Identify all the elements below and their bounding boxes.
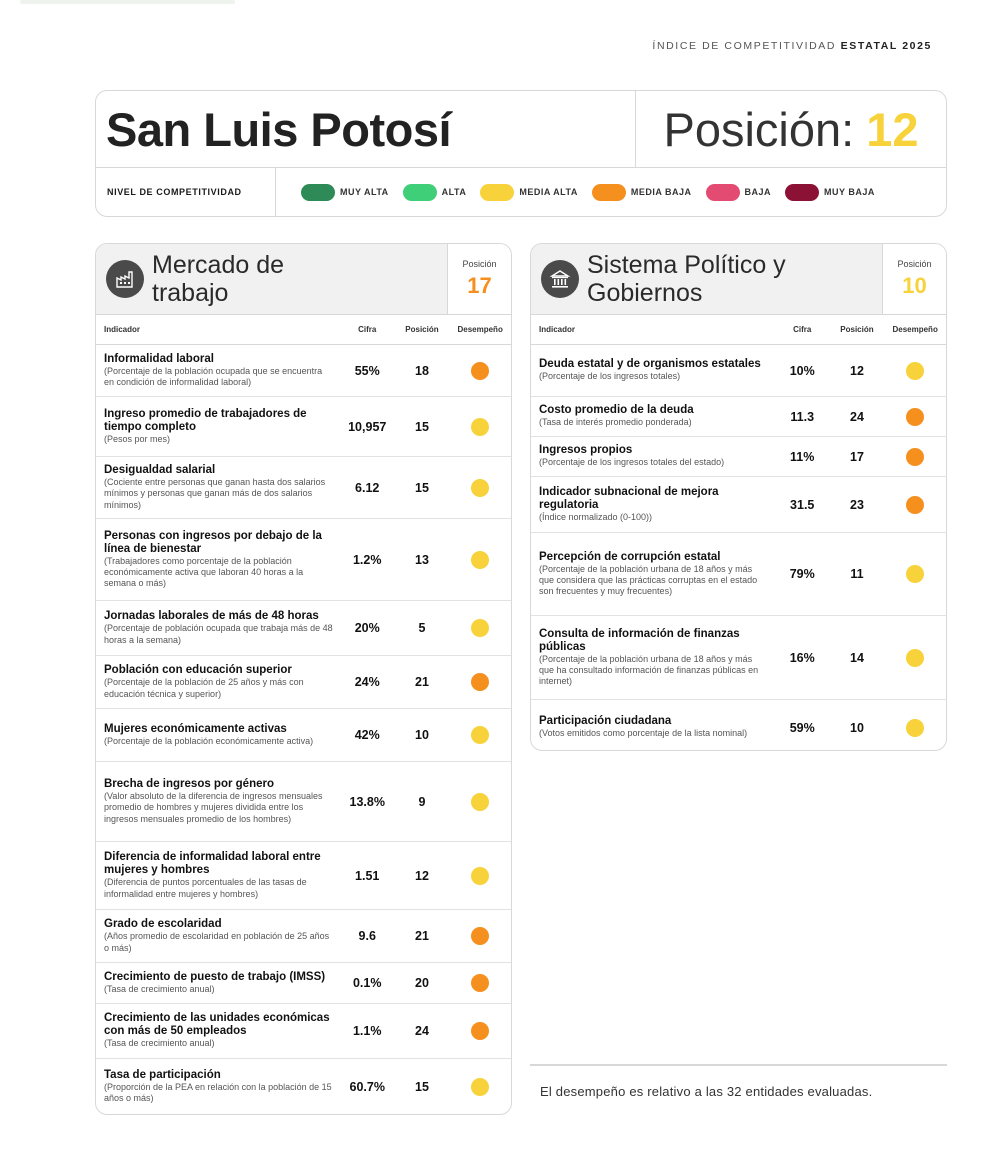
- table-row: [96, 397, 511, 457]
- performance-cell: [884, 649, 946, 667]
- performance-cell: [884, 448, 946, 466]
- labor-market-position-label: Posición: [462, 259, 497, 269]
- performance-dot: [471, 362, 489, 380]
- state-header-card: [95, 90, 947, 217]
- indicator-description: (Cociente entre personas que ganan hasta dos salarios mínimos y personas que ganan más de dos salarios mínimos): [104, 477, 326, 510]
- performance-cell: [449, 673, 511, 691]
- cifra-value: 20%: [354, 621, 380, 635]
- indicator-cell: [96, 606, 340, 650]
- state-name: San Luis Potosí: [96, 91, 636, 167]
- performance-cell: [449, 867, 511, 885]
- indicator-cell: [531, 624, 775, 692]
- cifra-value: 59%: [789, 720, 815, 735]
- indicator-title: Percepción de corrupción estatal: [539, 550, 721, 563]
- indicator-description: (Porcentaje de la población de 25 años y más con educación técnica y superior): [104, 677, 304, 699]
- indicator-title: Grado de escolaridad: [104, 918, 222, 931]
- cifra-value: 13.8%: [349, 794, 385, 809]
- indicator-title: Costo promedio de la deuda: [539, 404, 694, 417]
- column-posicion: Posición: [840, 325, 874, 334]
- table-row: [96, 1004, 511, 1059]
- cifra-value: 16%: [789, 650, 815, 665]
- cifra-value: 11%: [790, 449, 815, 464]
- position-value: 11: [850, 567, 864, 581]
- cifra-value: 0.1%: [352, 976, 382, 990]
- performance-cell: [884, 362, 946, 380]
- indicator-cell: [96, 967, 340, 999]
- indicator-title: Participación ciudadana: [539, 715, 672, 728]
- legend-item: [480, 184, 578, 201]
- indicator-title: Ingreso promedio de trabajadores de tiempo completo: [104, 407, 307, 433]
- performance-dot: [471, 673, 489, 691]
- table-row: [96, 709, 511, 762]
- indicator-description: (Porcentaje de la población ocupada que se encuentra en condición de informalidad laboral): [104, 365, 323, 387]
- column-desempeno: Desempeño: [457, 325, 503, 334]
- top-decoration: [20, 0, 235, 4]
- factory-icon: [106, 260, 144, 298]
- table-row: [531, 345, 946, 397]
- political-system-position: [882, 244, 946, 314]
- legend-item: [785, 184, 875, 201]
- legend-swatch: [592, 184, 626, 201]
- cifra-value: 1.51: [355, 868, 380, 883]
- column-indicador: Indicador: [539, 325, 576, 334]
- indicator-description: (Porcentaje de los ingresos totales del estado): [539, 457, 725, 468]
- indicator-title: Indicador subnacional de mejora regulatoria: [539, 485, 719, 511]
- cifra-value: 24%: [354, 675, 380, 689]
- table-row: [531, 477, 946, 533]
- position-value: 23: [850, 497, 864, 512]
- indicator-title: Mujeres económicamente activas: [104, 722, 287, 735]
- performance-cell: [449, 793, 511, 811]
- column-posicion: Posición: [405, 325, 439, 334]
- indicator-cell: [96, 1065, 340, 1109]
- legend-swatch: [480, 184, 514, 201]
- indicator-cell: [531, 354, 775, 386]
- position-value: 21: [415, 675, 429, 689]
- political-system-table: [531, 345, 946, 751]
- position-value: 15: [415, 1079, 429, 1094]
- performance-dot: [471, 418, 489, 436]
- table-row: [531, 533, 946, 616]
- indicator-cell: [96, 660, 340, 704]
- table-row: [96, 1059, 511, 1114]
- indicator-cell: [531, 440, 775, 472]
- state-position-label: Posición:: [663, 102, 855, 156]
- labor-market-title: Mercado de trabajo: [152, 251, 285, 307]
- position-value: 13: [415, 552, 429, 567]
- column-cifra: Cifra: [793, 325, 812, 334]
- cifra-value: 1.1%: [352, 1024, 382, 1038]
- position-value: 5: [418, 621, 426, 635]
- cifra-value: 11.3: [790, 409, 815, 424]
- indicator-title: Personas con ingresos por debajo de la línea de bienestar: [104, 529, 322, 555]
- performance-dot: [906, 565, 924, 583]
- performance-dot: [471, 479, 489, 497]
- indicator-cell: [96, 774, 340, 829]
- labor-market-position-number: 17: [467, 273, 492, 298]
- performance-dot: [471, 1022, 489, 1040]
- performance-dot: [471, 726, 489, 744]
- labor-market-position: [447, 244, 511, 314]
- report-label: [652, 40, 932, 52]
- indicator-title: Desigualdad salarial: [104, 464, 216, 477]
- indicator-description: (Trabajadores como porcentaje de la población económicamente activa que laboran 40 horas a la semana o más): [104, 555, 304, 589]
- performance-cell: [884, 565, 946, 583]
- performance-dot: [471, 974, 489, 992]
- performance-dot: [906, 448, 924, 466]
- political-system-panel: [530, 243, 947, 751]
- position-value: 15: [415, 480, 429, 495]
- legend-label: MUY ALTA: [340, 187, 389, 197]
- performance-dot: [906, 362, 924, 380]
- government-building-icon: [541, 260, 579, 298]
- labor-market-panel: [95, 243, 512, 1115]
- indicator-cell: [96, 349, 340, 393]
- performance-cell: [449, 974, 511, 992]
- performance-cell: [884, 408, 946, 426]
- indicator-title: Brecha de ingresos por género: [104, 778, 274, 791]
- indicator-description: (Años promedio de escolaridad en población de 25 años o más): [104, 931, 330, 953]
- indicator-description: (Diferencia de puntos porcentuales de las tasas de informalidad entre mujeres y hombres): [104, 877, 307, 899]
- cifra-value: 31.5: [790, 497, 815, 512]
- cifra-value: 1.2%: [352, 552, 382, 567]
- performance-dot: [906, 649, 924, 667]
- indicator-cell: [96, 404, 340, 449]
- performance-cell: [449, 418, 511, 436]
- legend-swatch: [785, 184, 819, 201]
- column-indicador: Indicador: [104, 325, 141, 334]
- indicator-cell: [531, 547, 775, 602]
- table-row: [96, 656, 511, 709]
- indicator-title: Informalidad laboral: [104, 352, 214, 365]
- position-value: 12: [850, 363, 864, 378]
- indicator-description: (Porcentaje de la población urbana de 18 años y más que considera que las prácticas corruptas en el estado son frecuentes y muy frecuentes): [539, 563, 758, 597]
- table-row: [531, 700, 946, 751]
- legend-item: [403, 184, 467, 201]
- indicator-description: (Tasa de interés promedio ponderada): [539, 417, 692, 428]
- performance-dot: [471, 927, 489, 945]
- performance-cell: [449, 1022, 511, 1040]
- legend-label: ALTA: [441, 187, 467, 197]
- report-label-year: ESTATAL 2025: [840, 40, 932, 52]
- position-value: 21: [415, 929, 429, 943]
- cifra-value: 42%: [354, 728, 380, 742]
- cifra-value: 79%: [789, 567, 815, 581]
- performance-dot: [906, 719, 924, 737]
- position-value: 17: [850, 449, 864, 464]
- indicator-title: Diferencia de informalidad laboral entre mujeres y hombres: [104, 851, 321, 877]
- position-value: 18: [415, 363, 429, 378]
- column-cifra: Cifra: [358, 325, 377, 334]
- indicator-description: (Porcentaje de población ocupada que trabaja más de 48 horas a la semana): [104, 623, 333, 645]
- indicator-description: (Proporción de la PEA en relación con la población de 15 años o más): [104, 1081, 332, 1103]
- indicator-cell: [531, 711, 775, 743]
- performance-dot: [906, 496, 924, 514]
- table-row: [531, 397, 946, 437]
- column-desempeno: Desempeño: [892, 325, 938, 334]
- table-row: [531, 437, 946, 477]
- legend-item: [706, 184, 772, 201]
- table-row: [96, 345, 511, 397]
- indicator-description: (Tasa de crecimiento anual): [104, 1038, 215, 1049]
- legend-swatch: [301, 184, 335, 201]
- table-row: [96, 519, 511, 601]
- table-row: [96, 963, 511, 1004]
- table-header: [96, 315, 511, 345]
- performance-dot: [471, 867, 489, 885]
- political-system-title: Sistema Político y Gobiernos: [587, 251, 786, 307]
- performance-cell: [449, 927, 511, 945]
- legend-item: [592, 184, 692, 201]
- indicator-title: Ingresos propios: [539, 444, 633, 457]
- legend-label: BAJA: [744, 187, 772, 197]
- position-value: 10: [850, 720, 864, 735]
- indicator-cell: [96, 1008, 340, 1053]
- position-value: 14: [850, 650, 864, 665]
- performance-dot: [471, 551, 489, 569]
- legend-label: MEDIA BAJA: [630, 187, 692, 197]
- performance-cell: [884, 719, 946, 737]
- cifra-value: 55%: [354, 363, 380, 378]
- position-value: 12: [415, 868, 429, 883]
- footnote: El desempeño es relativo a las 32 entidades evaluadas.: [540, 1084, 873, 1099]
- indicator-title: Crecimiento de las unidades económicas con más de 50 empleados: [104, 1012, 330, 1038]
- indicator-description: (Porcentaje de la población urbana de 18 años y más que ha consultado información de finanzas públicas en internet): [539, 653, 759, 687]
- position-value: 9: [418, 794, 426, 809]
- indicator-title: Consulta de información de finanzas públicas: [539, 627, 740, 653]
- position-value: 20: [415, 976, 429, 990]
- performance-dot: [471, 1078, 489, 1096]
- position-value: 15: [415, 419, 429, 434]
- indicator-cell: [531, 482, 775, 527]
- indicator-description: (Votos emitidos como porcentaje de la lista nominal): [539, 728, 748, 739]
- indicator-title: Jornadas laborales de más de 48 horas: [104, 610, 319, 623]
- political-system-position-label: Posición: [897, 259, 932, 269]
- competitiveness-level-label: NIVEL DE COMPETITIVIDAD: [96, 168, 276, 216]
- position-value: 24: [850, 409, 864, 424]
- performance-dot: [471, 793, 489, 811]
- state-position-number: 12: [866, 102, 919, 156]
- legend-label: MUY BAJA: [824, 187, 875, 197]
- labor-market-table: [96, 345, 511, 1114]
- cifra-value: 9.6: [358, 929, 376, 943]
- indicator-title: Deuda estatal y de organismos estatales: [539, 358, 761, 371]
- indicator-description: (Valor absoluto de la diferencia de ingresos mensuales promedio de hombres y mujeres dividida entre los ingresos mensuales promedio de los hombres): [104, 791, 323, 824]
- cifra-value: 10,957: [348, 419, 387, 434]
- table-row: [96, 457, 511, 519]
- performance-cell: [449, 362, 511, 380]
- indicator-description: (Tasa de crecimiento anual): [104, 983, 215, 994]
- political-system-position-number: 10: [902, 273, 927, 298]
- legend-swatch: [706, 184, 740, 201]
- indicator-cell: [96, 526, 340, 594]
- table-row: [96, 842, 511, 910]
- indicator-cell: [96, 914, 340, 958]
- table-row: [96, 601, 511, 656]
- performance-cell: [449, 1078, 511, 1096]
- table-row: [531, 616, 946, 700]
- position-value: 24: [415, 1024, 429, 1038]
- indicator-title: Crecimiento de puesto de trabajo (IMSS): [104, 970, 326, 983]
- table-header: [531, 315, 946, 345]
- indicator-description: (Pesos por mes): [104, 433, 171, 444]
- performance-cell: [449, 479, 511, 497]
- indicator-cell: [96, 847, 340, 904]
- footnote-divider: [530, 1064, 947, 1066]
- performance-dot: [906, 408, 924, 426]
- legend-swatch: [403, 184, 437, 201]
- indicator-description: (Porcentaje de los ingresos totales): [539, 371, 681, 382]
- competitiveness-legend: [276, 184, 946, 201]
- report-label-prefix: ÍNDICE DE COMPETITIVIDAD: [652, 40, 837, 52]
- indicator-title: Tasa de participación: [104, 1068, 221, 1081]
- position-value: 10: [415, 728, 429, 742]
- indicator-cell: [96, 460, 340, 515]
- indicator-description: (Índice normalizado (0-100)): [539, 511, 653, 522]
- cifra-value: 6.12: [355, 480, 380, 495]
- legend-item: [301, 184, 389, 201]
- table-row: [96, 762, 511, 842]
- legend-label: MEDIA ALTA: [519, 187, 578, 197]
- table-row: [96, 910, 511, 963]
- performance-dot: [471, 619, 489, 637]
- state-position: [636, 91, 946, 167]
- cifra-value: 60.7%: [349, 1079, 385, 1094]
- performance-cell: [449, 551, 511, 569]
- performance-cell: [449, 619, 511, 637]
- cifra-value: 10%: [789, 363, 815, 378]
- performance-cell: [449, 726, 511, 744]
- indicator-cell: [531, 400, 775, 432]
- indicator-title: Población con educación superior: [104, 664, 292, 677]
- indicator-cell: [96, 719, 340, 751]
- indicator-description: (Porcentaje de la población económicamente activa): [104, 735, 314, 746]
- performance-cell: [884, 496, 946, 514]
